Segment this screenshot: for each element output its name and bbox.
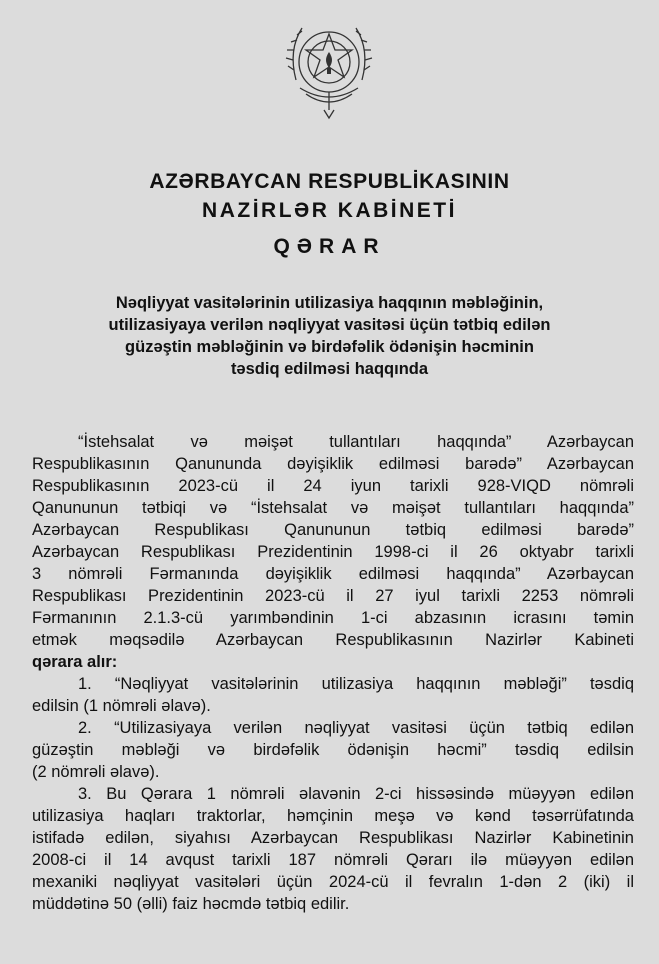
- item-2-line: güzəştin məbləği və birdəfəlik ödənişin həcmi” təsdiq edilsin: [32, 741, 634, 759]
- preamble-line: Azərbaycan Respublikası Prezidentinin 1998-ci il 26 oktyabr tarixli: [32, 543, 634, 561]
- item-2-line: 2. “Utilizasiyaya verilən nəqliyyat vasitəsi üçün tətbiq edilən: [78, 719, 634, 737]
- preamble-line: 3 nömrəli Fərmanında dəyişiklik edilməsi haqqında” Azərbaycan: [32, 565, 634, 583]
- item-1-line: 1. “Nəqliyyat vasitələrinin utilizasiya haqqının məbləği” təsdiq: [78, 675, 634, 693]
- item-3-line: istifadə edilən, siyahısı Azərbaycan Respublikası Nazirlər Kabinetinin: [32, 829, 634, 847]
- document-subject: [40, 292, 619, 380]
- document-type-title: QƏRAR: [273, 235, 386, 258]
- state-emblem-icon: [280, 10, 378, 140]
- decision-label: qərara alır:: [32, 653, 118, 671]
- item-3-line: utilizasiya haqları traktorlar, həmçinin meşə və kənd təsərrüfatında: [32, 807, 634, 825]
- item-2-line: (2 nömrəli əlavə).: [32, 763, 160, 781]
- item-3-line: 2008-ci il 14 avqust tarixli 187 nömrəli Qərarı ilə müəyyən edilən: [32, 851, 634, 869]
- preamble-line: Fərmanının 2.1.3-cü yarımbəndinin 1-ci abzasının icrasını təmin: [32, 609, 634, 627]
- item-3-line: müddətinə 50 (əlli) faiz həcmdə tətbiq edilir.: [32, 895, 350, 913]
- item-1-line: edilsin (1 nömrəli əlavə).: [32, 697, 211, 715]
- preamble-line: etmək məqsədilə Azərbaycan Respublikasının Nazirlər Kabineti: [32, 631, 634, 649]
- item-3-line: mexaniki nəqliyyat vasitələri üçün 2024-cü il fevralın 1-dən 2 (iki) il: [32, 873, 634, 891]
- preamble-line: Azərbaycan Respublikası Qanununun tətbiq edilməsi barədə”: [32, 521, 634, 539]
- subject-line: utilizasiyaya verilən nəqliyyat vasitəsi üçün tətbiq edilən: [108, 316, 551, 334]
- preamble-line: Respublikası Prezidentinin 2023-cü il 27 iyul tarixli 2253 nömrəli: [32, 587, 634, 605]
- preamble-line: Respublikasının 2023-cü il 24 iyun tarixli 928-VIQD nömrəli: [32, 477, 634, 495]
- subject-line: təsdiq edilməsi haqqında: [230, 360, 429, 378]
- subject-line: güzəştin məbləğinin və birdəfəlik ödənişin həcminin: [125, 338, 534, 356]
- subject-line: Nəqliyyat vasitələrinin utilizasiya haqqının məbləğinin,: [115, 294, 544, 312]
- preamble-line: Respublikasının Qanununda dəyişiklik edilməsi barədə” Azərbaycan: [32, 455, 634, 473]
- preamble-line: Qanununun tətbiqi və “İstehsalat və məişət tullantıları haqqında”: [32, 499, 634, 517]
- document-issuer-title: AZƏRBAYCAN RESPUBLİKASININ: [149, 170, 510, 193]
- document-body: [32, 431, 634, 915]
- document-issuer-subtitle: NAZİRLƏR KABİNETİ: [202, 199, 457, 222]
- preamble-line: “İstehsalat və məişət tullantıları haqqında” Azərbaycan: [78, 433, 634, 451]
- item-3-line: 3. Bu Qərara 1 nömrəli əlavənin 2-ci hissəsində müəyyən edilən: [78, 785, 634, 803]
